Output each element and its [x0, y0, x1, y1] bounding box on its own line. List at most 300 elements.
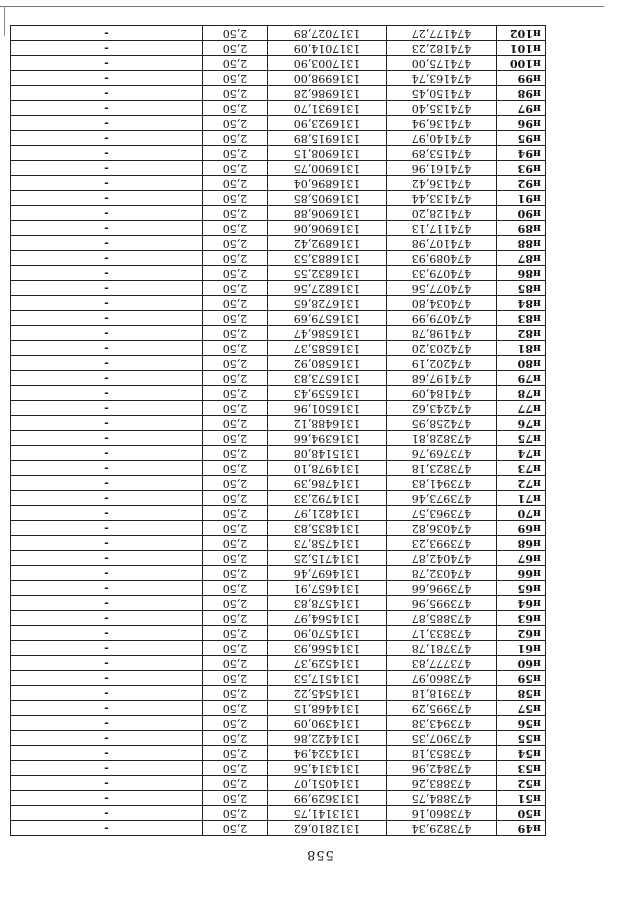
x-coordinate-cell: 473823,18 [387, 461, 497, 476]
y-coordinate-cell: 1316998,00 [268, 71, 387, 86]
coordinates-table [10, 25, 546, 836]
x-coordinate-cell: 473995,29 [387, 701, 497, 716]
y-coordinate-cell: 1316892,42 [268, 236, 387, 251]
point-name-cell: н67 [497, 551, 546, 566]
precision-cell: 2,50 [203, 161, 268, 176]
note-cell: - [11, 251, 203, 266]
x-coordinate-cell: 474177,27 [387, 26, 497, 41]
point-name-cell: н72 [497, 476, 546, 491]
y-coordinate-cell: 1316832,55 [268, 266, 387, 281]
point-name-cell: н94 [497, 146, 546, 161]
table-row [11, 566, 546, 581]
note-cell: - [11, 71, 203, 86]
note-cell: - [11, 356, 203, 371]
note-cell: - [11, 56, 203, 71]
y-coordinate-cell: 1317014,09 [268, 41, 387, 56]
precision-cell: 2,50 [203, 146, 268, 161]
y-coordinate-cell: 1314517,53 [268, 671, 387, 686]
table-row [11, 581, 546, 596]
x-coordinate-cell: 473829,34 [387, 821, 497, 836]
y-coordinate-cell: 1316923,90 [268, 116, 387, 131]
table-row [11, 791, 546, 806]
precision-cell: 2,50 [203, 776, 268, 791]
table-row [11, 716, 546, 731]
precision-cell: 2,50 [203, 236, 268, 251]
precision-cell: 2,50 [203, 326, 268, 341]
point-name-cell: н54 [497, 746, 546, 761]
note-cell: - [11, 221, 203, 236]
note-cell: - [11, 821, 203, 836]
point-name-cell: н93 [497, 161, 546, 176]
y-coordinate-cell: 1316559,43 [268, 386, 387, 401]
point-name-cell: н55 [497, 731, 546, 746]
note-cell: - [11, 791, 203, 806]
point-name-cell: н69 [497, 521, 546, 536]
point-name-cell: н70 [497, 506, 546, 521]
table-row [11, 341, 546, 356]
x-coordinate-cell: 473963,57 [387, 506, 497, 521]
x-coordinate-cell: 474197,68 [387, 371, 497, 386]
point-name-cell: н96 [497, 116, 546, 131]
precision-cell: 2,50 [203, 551, 268, 566]
table-row [11, 431, 546, 446]
x-coordinate-cell: 474163,74 [387, 71, 497, 86]
precision-cell: 2,50 [203, 701, 268, 716]
x-coordinate-cell: 474077,56 [387, 281, 497, 296]
y-coordinate-cell: 1316501,96 [268, 401, 387, 416]
y-coordinate-cell: 1313629,99 [268, 791, 387, 806]
x-coordinate-cell: 474036,82 [387, 521, 497, 536]
note-cell: - [11, 311, 203, 326]
table-row [11, 221, 546, 236]
x-coordinate-cell: 473918,18 [387, 686, 497, 701]
note-cell: - [11, 386, 203, 401]
y-coordinate-cell: 1314657,91 [268, 581, 387, 596]
point-name-cell: н82 [497, 326, 546, 341]
point-name-cell: н66 [497, 566, 546, 581]
precision-cell: 2,50 [203, 596, 268, 611]
table-row [11, 806, 546, 821]
note-cell: - [11, 296, 203, 311]
point-name-cell: н87 [497, 251, 546, 266]
table-row [11, 686, 546, 701]
point-name-cell: н61 [497, 641, 546, 656]
precision-cell: 2,50 [203, 281, 268, 296]
x-coordinate-cell: 473993,23 [387, 536, 497, 551]
y-coordinate-cell: 1314545,22 [268, 686, 387, 701]
precision-cell: 2,50 [203, 131, 268, 146]
precision-cell: 2,50 [203, 341, 268, 356]
x-coordinate-cell: 473777,83 [387, 656, 497, 671]
table-row [11, 161, 546, 176]
y-coordinate-cell: 1316906,06 [268, 221, 387, 236]
x-coordinate-cell: 473884,75 [387, 791, 497, 806]
table-row [11, 551, 546, 566]
y-coordinate-cell: 1316915,89 [268, 131, 387, 146]
note-cell: - [11, 521, 203, 536]
precision-cell: 2,50 [203, 566, 268, 581]
precision-cell: 2,50 [203, 821, 268, 836]
point-name-cell: н100 [497, 56, 546, 71]
table-row [11, 71, 546, 86]
table-row [11, 611, 546, 626]
point-name-cell: н50 [497, 806, 546, 821]
note-cell: - [11, 41, 203, 56]
y-coordinate-cell: 1314566,93 [268, 641, 387, 656]
point-name-cell: н99 [497, 71, 546, 86]
y-coordinate-cell: 1316586,47 [268, 326, 387, 341]
point-name-cell: н91 [497, 191, 546, 206]
point-name-cell: н92 [497, 176, 546, 191]
point-name-cell: н101 [497, 41, 546, 56]
table-row [11, 476, 546, 491]
point-name-cell: н76 [497, 416, 546, 431]
note-cell: - [11, 416, 203, 431]
note-cell: - [11, 161, 203, 176]
point-name-cell: н60 [497, 656, 546, 671]
table-row [11, 326, 546, 341]
precision-cell: 2,50 [203, 86, 268, 101]
x-coordinate-cell: 473769,76 [387, 446, 497, 461]
note-cell: - [11, 806, 203, 821]
point-name-cell: н84 [497, 296, 546, 311]
note-cell: - [11, 236, 203, 251]
note-cell: - [11, 611, 203, 626]
y-coordinate-cell: 1316900,75 [268, 161, 387, 176]
table-row [11, 506, 546, 521]
x-coordinate-cell: 473941,83 [387, 476, 497, 491]
precision-cell: 2,50 [203, 401, 268, 416]
precision-cell: 2,50 [203, 476, 268, 491]
note-cell: - [11, 581, 203, 596]
point-name-cell: н79 [497, 371, 546, 386]
x-coordinate-cell: 474258,95 [387, 416, 497, 431]
point-name-cell: н80 [497, 356, 546, 371]
x-coordinate-cell: 474175,00 [387, 56, 497, 71]
table-row [11, 146, 546, 161]
note-cell: - [11, 131, 203, 146]
point-name-cell: н58 [497, 686, 546, 701]
precision-cell: 2,50 [203, 491, 268, 506]
point-name-cell: н68 [497, 536, 546, 551]
note-cell: - [11, 461, 203, 476]
y-coordinate-cell: 1316728,65 [268, 296, 387, 311]
precision-cell: 2,50 [203, 581, 268, 596]
table-row [11, 86, 546, 101]
x-coordinate-cell: 473973,46 [387, 491, 497, 506]
x-coordinate-cell: 474042,87 [387, 551, 497, 566]
x-coordinate-cell: 474184,09 [387, 386, 497, 401]
table-row [11, 236, 546, 251]
precision-cell: 2,50 [203, 41, 268, 56]
precision-cell: 2,50 [203, 296, 268, 311]
y-coordinate-cell: 1314390,09 [268, 716, 387, 731]
x-coordinate-cell: 473853,18 [387, 746, 497, 761]
table-row [11, 356, 546, 371]
precision-cell: 2,50 [203, 386, 268, 401]
point-name-cell: н81 [497, 341, 546, 356]
note-cell: - [11, 326, 203, 341]
x-coordinate-cell: 473842,96 [387, 761, 497, 776]
table-row [11, 116, 546, 131]
table-row [11, 266, 546, 281]
y-coordinate-cell: 1316580,92 [268, 356, 387, 371]
table-row [11, 56, 546, 71]
point-name-cell: н71 [497, 491, 546, 506]
y-coordinate-cell: 1314564,97 [268, 611, 387, 626]
table-row [11, 701, 546, 716]
x-coordinate-cell: 474133,44 [387, 191, 497, 206]
point-name-cell: н49 [497, 821, 546, 836]
note-cell: - [11, 446, 203, 461]
table-row [11, 131, 546, 146]
precision-cell: 2,50 [203, 671, 268, 686]
note-cell: - [11, 671, 203, 686]
y-coordinate-cell: 1314324,94 [268, 746, 387, 761]
y-coordinate-cell: 1316931,70 [268, 101, 387, 116]
x-coordinate-cell: 473883,26 [387, 776, 497, 791]
table-row [11, 311, 546, 326]
precision-cell: 2,50 [203, 506, 268, 521]
note-cell: - [11, 746, 203, 761]
y-coordinate-cell: 1314422,86 [268, 731, 387, 746]
table-row [11, 386, 546, 401]
note-cell: - [11, 266, 203, 281]
note-cell: - [11, 551, 203, 566]
note-cell: - [11, 491, 203, 506]
point-name-cell: н97 [497, 101, 546, 116]
x-coordinate-cell: 474140,97 [387, 131, 497, 146]
table-row [11, 416, 546, 431]
x-coordinate-cell: 474079,33 [387, 266, 497, 281]
note-cell: - [11, 116, 203, 131]
table-row [11, 371, 546, 386]
x-coordinate-cell: 474161,96 [387, 161, 497, 176]
precision-cell: 2,50 [203, 251, 268, 266]
note-cell: - [11, 731, 203, 746]
table-row [11, 596, 546, 611]
table-row [11, 776, 546, 791]
precision-cell: 2,50 [203, 191, 268, 206]
point-name-cell: н88 [497, 236, 546, 251]
y-coordinate-cell: 1314578,83 [268, 596, 387, 611]
table-row [11, 641, 546, 656]
note-cell: - [11, 701, 203, 716]
x-coordinate-cell: 473833,17 [387, 626, 497, 641]
y-coordinate-cell: 1312810,62 [268, 821, 387, 836]
x-coordinate-cell: 474034,80 [387, 296, 497, 311]
x-coordinate-cell: 474136,42 [387, 176, 497, 191]
precision-cell: 2,50 [203, 761, 268, 776]
table-row [11, 401, 546, 416]
note-cell: - [11, 341, 203, 356]
precision-cell: 2,50 [203, 176, 268, 191]
table-row [11, 671, 546, 686]
point-name-cell: н75 [497, 431, 546, 446]
precision-cell: 2,50 [203, 416, 268, 431]
point-name-cell: н89 [497, 221, 546, 236]
x-coordinate-cell: 473885,87 [387, 611, 497, 626]
point-name-cell: н85 [497, 281, 546, 296]
x-coordinate-cell: 474153,89 [387, 146, 497, 161]
point-name-cell: н64 [497, 596, 546, 611]
x-coordinate-cell: 474243,62 [387, 401, 497, 416]
x-coordinate-cell: 473781,78 [387, 641, 497, 656]
y-coordinate-cell: 1314468,15 [268, 701, 387, 716]
precision-cell: 2,50 [203, 716, 268, 731]
x-coordinate-cell: 473943,38 [387, 716, 497, 731]
table-row [11, 26, 546, 41]
note-cell: - [11, 431, 203, 446]
x-coordinate-cell: 474136,94 [387, 116, 497, 131]
x-coordinate-cell: 474182,23 [387, 41, 497, 56]
precision-cell: 2,50 [203, 26, 268, 41]
precision-cell: 2,50 [203, 266, 268, 281]
x-coordinate-cell: 473995,96 [387, 596, 497, 611]
y-coordinate-cell: 1314821,97 [268, 506, 387, 521]
x-coordinate-cell: 473996,66 [387, 581, 497, 596]
precision-cell: 2,50 [203, 56, 268, 71]
y-coordinate-cell: 1314314,56 [268, 761, 387, 776]
point-name-cell: н52 [497, 776, 546, 791]
note-cell: - [11, 476, 203, 491]
y-coordinate-cell: 1314978,10 [268, 461, 387, 476]
x-coordinate-cell: 474089,93 [387, 251, 497, 266]
x-coordinate-cell: 473860,16 [387, 806, 497, 821]
y-coordinate-cell: 1314697,46 [268, 566, 387, 581]
point-name-cell: н77 [497, 401, 546, 416]
point-name-cell: н62 [497, 626, 546, 641]
note-cell: - [11, 146, 203, 161]
table-row [11, 176, 546, 191]
note-cell: - [11, 716, 203, 731]
x-coordinate-cell: 474203,20 [387, 341, 497, 356]
precision-cell: 2,50 [203, 806, 268, 821]
table-row [11, 626, 546, 641]
point-name-cell: н65 [497, 581, 546, 596]
table-row [11, 461, 546, 476]
table-row [11, 536, 546, 551]
precision-cell: 2,50 [203, 791, 268, 806]
point-name-cell: н95 [497, 131, 546, 146]
precision-cell: 2,50 [203, 686, 268, 701]
precision-cell: 2,50 [203, 431, 268, 446]
y-coordinate-cell: 1316883,53 [268, 251, 387, 266]
precision-cell: 2,50 [203, 656, 268, 671]
note-cell: - [11, 191, 203, 206]
precision-cell: 2,50 [203, 71, 268, 86]
point-name-cell: н102 [497, 26, 546, 41]
y-coordinate-cell: 1316585,37 [268, 341, 387, 356]
note-cell: - [11, 86, 203, 101]
table-row [11, 191, 546, 206]
x-coordinate-cell: 473907,35 [387, 731, 497, 746]
note-cell: - [11, 761, 203, 776]
precision-cell: 2,50 [203, 731, 268, 746]
point-name-cell: н78 [497, 386, 546, 401]
table-row [11, 731, 546, 746]
precision-cell: 2,50 [203, 101, 268, 116]
point-name-cell: н51 [497, 791, 546, 806]
y-coordinate-cell: 1314792,33 [268, 491, 387, 506]
y-coordinate-cell: 1317003,90 [268, 56, 387, 71]
table-row [11, 281, 546, 296]
table-row [11, 251, 546, 266]
page-number: 558 [306, 847, 334, 862]
point-name-cell: н83 [497, 311, 546, 326]
y-coordinate-cell: 1314758,73 [268, 536, 387, 551]
precision-cell: 2,50 [203, 221, 268, 236]
y-coordinate-cell: 1316394,66 [268, 431, 387, 446]
table-row [11, 296, 546, 311]
precision-cell: 2,50 [203, 611, 268, 626]
table-row [11, 821, 546, 836]
point-name-cell: н90 [497, 206, 546, 221]
table-row [11, 521, 546, 536]
y-coordinate-cell: 1314051,07 [268, 776, 387, 791]
note-cell: - [11, 506, 203, 521]
note-cell: - [11, 176, 203, 191]
point-name-cell: н63 [497, 611, 546, 626]
x-coordinate-cell: 474202,19 [387, 356, 497, 371]
precision-cell: 2,50 [203, 371, 268, 386]
table-row [11, 491, 546, 506]
y-coordinate-cell: 1316827,56 [268, 281, 387, 296]
precision-cell: 2,50 [203, 356, 268, 371]
y-coordinate-cell: 1314786,39 [268, 476, 387, 491]
x-coordinate-cell: 474032,78 [387, 566, 497, 581]
y-coordinate-cell: 1317027,89 [268, 26, 387, 41]
note-cell: - [11, 26, 203, 41]
x-coordinate-cell: 474128,20 [387, 206, 497, 221]
x-coordinate-cell: 473828,81 [387, 431, 497, 446]
note-cell: - [11, 566, 203, 581]
y-coordinate-cell: 1314529,37 [268, 656, 387, 671]
point-name-cell: н59 [497, 671, 546, 686]
y-coordinate-cell: 1314835,83 [268, 521, 387, 536]
precision-cell: 2,50 [203, 536, 268, 551]
y-coordinate-cell: 1313141,75 [268, 806, 387, 821]
table-row [11, 656, 546, 671]
note-cell: - [11, 401, 203, 416]
precision-cell: 2,50 [203, 206, 268, 221]
table-row [11, 41, 546, 56]
y-coordinate-cell: 1316905,85 [268, 191, 387, 206]
x-coordinate-cell: 474198,78 [387, 326, 497, 341]
point-name-cell: н98 [497, 86, 546, 101]
y-coordinate-cell: 1316986,28 [268, 86, 387, 101]
y-coordinate-cell: 1314715,25 [268, 551, 387, 566]
precision-cell: 2,50 [203, 311, 268, 326]
point-name-cell: н86 [497, 266, 546, 281]
point-name-cell: н56 [497, 716, 546, 731]
y-coordinate-cell: 1316573,83 [268, 371, 387, 386]
table-row [11, 101, 546, 116]
point-name-cell: н53 [497, 761, 546, 776]
coordinates-table-body [11, 26, 546, 836]
x-coordinate-cell: 474079,99 [387, 311, 497, 326]
note-cell: - [11, 596, 203, 611]
table-row [11, 746, 546, 761]
x-coordinate-cell: 474150,45 [387, 86, 497, 101]
note-cell: - [11, 101, 203, 116]
y-coordinate-cell: 1316908,15 [268, 146, 387, 161]
precision-cell: 2,50 [203, 626, 268, 641]
note-cell: - [11, 536, 203, 551]
note-cell: - [11, 776, 203, 791]
note-cell: - [11, 641, 203, 656]
point-name-cell: н73 [497, 461, 546, 476]
